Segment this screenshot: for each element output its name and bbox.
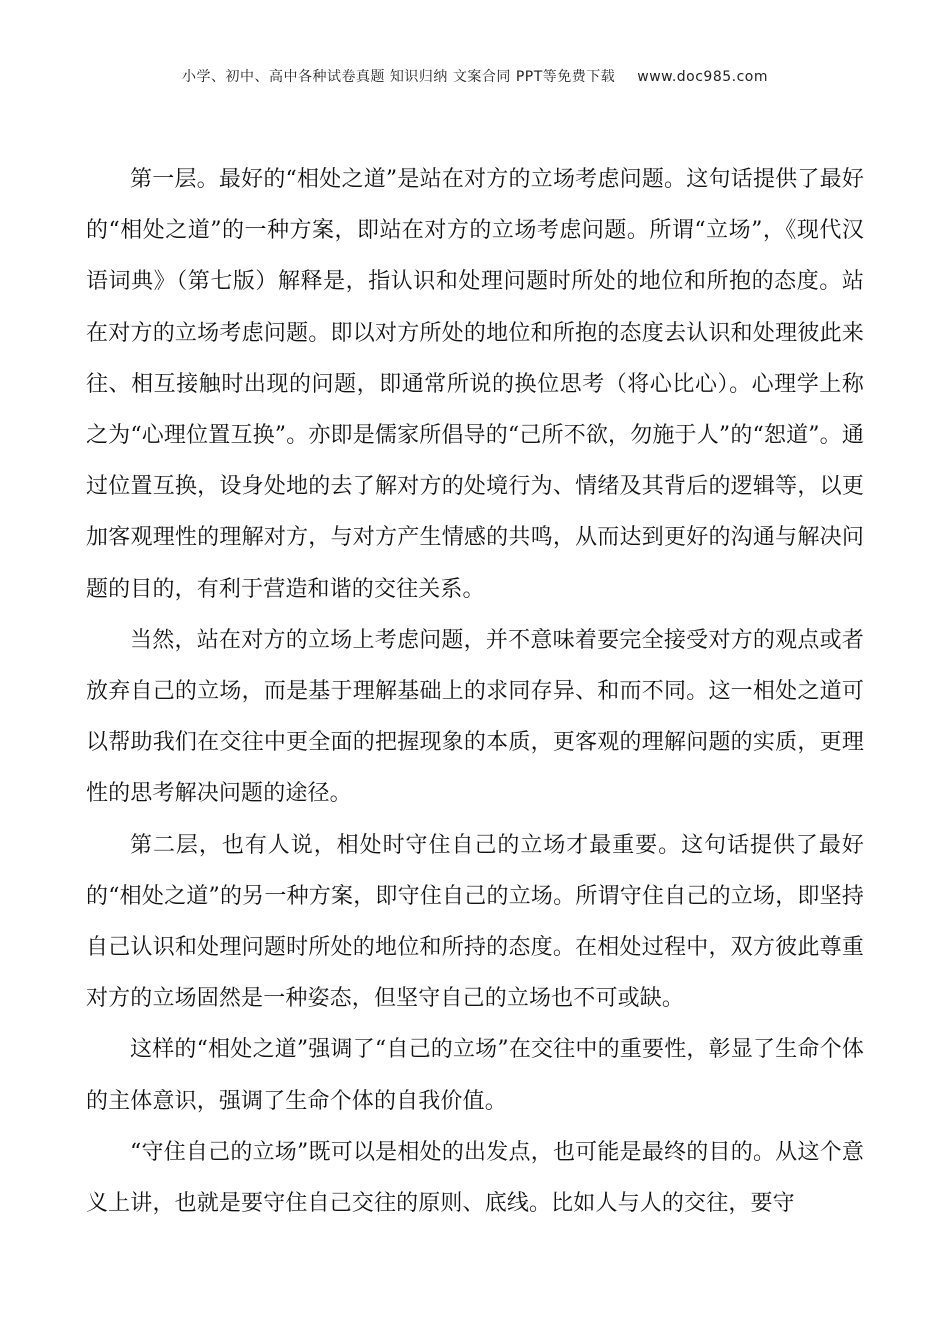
paragraph-1: 第一层。最好的“相处之道”是站在对方的立场考虑问题。这句话提供了最好的“相处之道”的一种方案，即站在对方的立场考虑问题。所谓“立场”，《现代汉语词典》（第七版）解释是，指认识和处理问题时所处的地位和所抱的态度。站在对方的立场考虑问题。即以对方所处的地位和所抱的态度去认识和处理彼此来往、相互接触时出现的问题，即通常所说的换位思考（将心比心）。心理学上称之为“心理位置互换”。亦即是儒家所倡导的“己所不欲，勿施于人”的“恕道”。通过位置互换，设身处地的去了解对方的处境行为、情绪及其背后的逻辑等，以更加客观理性的理解对方，与对方产生情感的共鸣，从而达到更好的沟通与解决问题的目的，有利于营造和谐的交往关系。: [86, 167, 864, 602]
page-header: [0, 66, 950, 86]
header-text: 小学、初中、高中各种试卷真题 知识归纳 文案合同 PPT等免费下载: [181, 69, 616, 85]
header-url[interactable]: www.doc985.com: [637, 69, 769, 85]
paragraph-2: 当然，站在对方的立场上考虑问题，并不意味着要完全接受对方的观点或者放弃自己的立场，而是基于理解基础上的求同存异、和而不同。这一相处之道可以帮助我们在交往中更全面的把握现象的本质，更客观的理解问题的实质，更理性的思考解决问题的途径。: [86, 627, 864, 807]
paragraph-5: “守住自己的立场”既可以是相处的出发点，也可能是最终的目的。从这个意义上讲，也就是要守住自己交往的原则、底线。比如人与人的交往，要守: [86, 1139, 864, 1217]
paragraph-3: 第二层，也有人说，相处时守住自己的立场才最重要。这句话提供了最好的“相处之道”的另一种方案，即守住自己的立场。所谓守住自己的立场，即坚持自己认识和处理问题时所处的地位和所持的态度。在相处过程中，双方彼此尊重对方的立场固然是一种姿态，但坚守自己的立场也不可或缺。: [86, 832, 864, 1012]
document-body: [86, 154, 864, 1229]
paragraph-4: 这样的“相处之道”强调了“自己的立场”在交往中的重要性，彰显了生命个体的主体意识，强调了生命个体的自我价值。: [86, 1037, 864, 1114]
